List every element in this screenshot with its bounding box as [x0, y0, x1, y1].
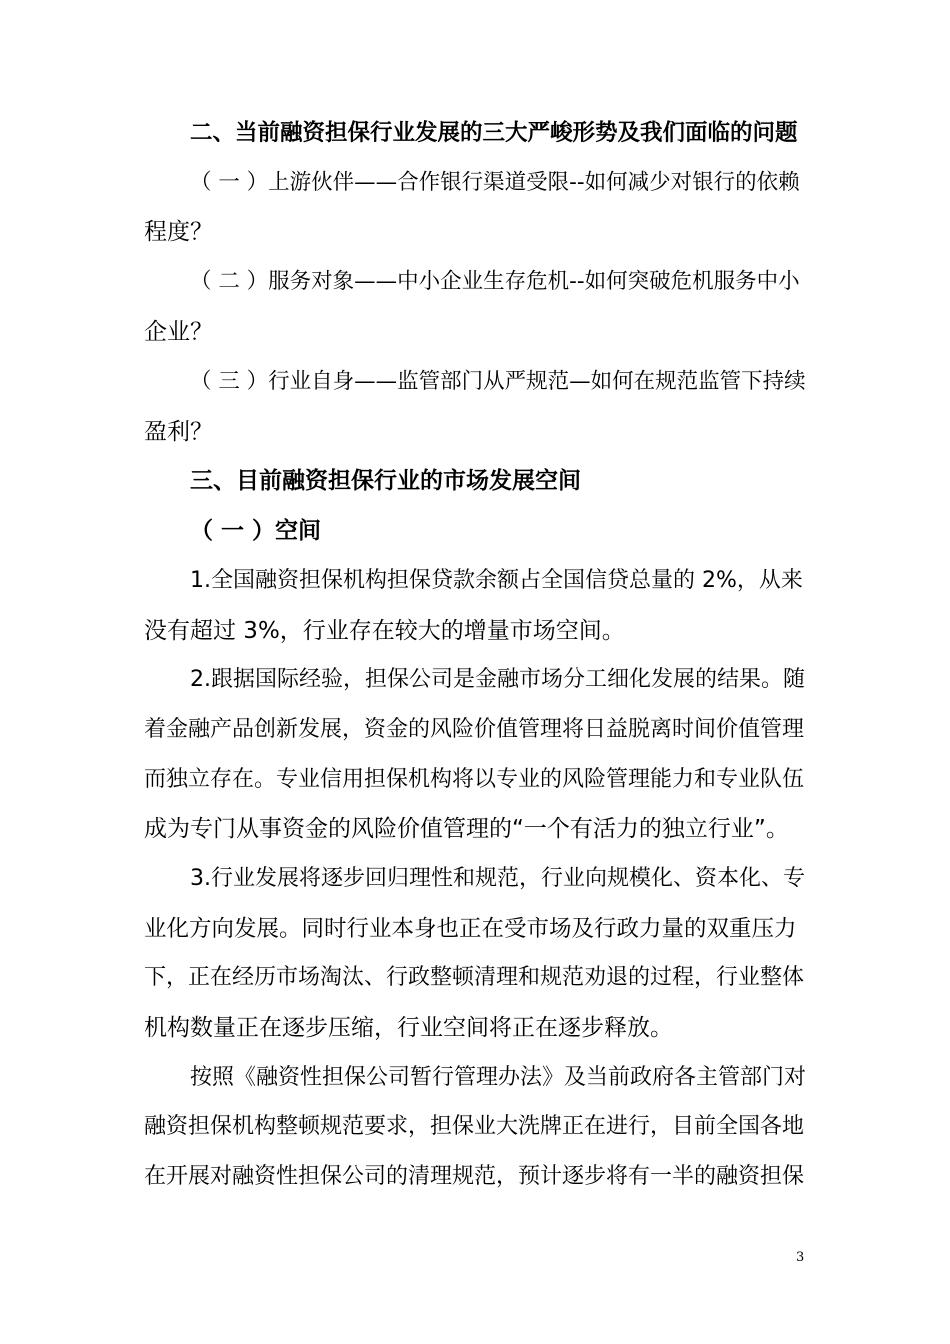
- paragraph-line: （ 一 ）上游伙伴——合作银行渠道受限--如何减少对银行的依赖: [190, 170, 800, 195]
- paragraph-line: 融资担保机构整顿规范要求，担保业大洗牌正在进行，目前全国各地: [144, 1114, 805, 1139]
- paragraph-line: 业化方向发展。同时行业本身也正在受市场及行政力量的双重压力: [144, 916, 797, 942]
- paragraph-line: 下，正在经历市场淘汰、行政整顿清理和规范劝退的过程，行业整体: [144, 965, 805, 990]
- paragraph-line: 机构数量正在逐步压缩，行业空间将正在逐步释放。: [144, 1015, 673, 1041]
- paragraph-line: 企业？: [144, 319, 213, 345]
- paragraph-line: 1.全国融资担保机构担保贷款余额占全国信贷总量的 2%，从来: [190, 568, 803, 593]
- paragraph-line: 盈利？: [144, 419, 213, 445]
- paragraph-line: （ 三 ）行业自身——监管部门从严规范—如何在规范监管下持续: [190, 369, 806, 394]
- section-heading-2: 二、当前融资担保行业发展的三大严峻形势及我们面临的问题: [190, 120, 798, 146]
- paragraph-line: 程度？: [144, 219, 213, 245]
- paragraph-line: 而独立存在。专业信用担保机构将以专业的风险管理能力和专业队伍: [144, 767, 805, 792]
- paragraph-line: 没有超过 3%，行业存在较大的增量市场空间。: [144, 618, 625, 644]
- paragraph-line: 按照《融资性担保公司暂行管理办法》及当前政府各主管部门对: [190, 1065, 807, 1090]
- paragraph-line: 在开展对融资性担保公司的清理规范，预计逐步将有一半的融资担保: [144, 1164, 805, 1189]
- section-heading-3: 三、目前融资担保行业的市场发展空间: [190, 468, 581, 494]
- paragraph-line: （ 二 ）服务对象——中小企业生存危机--如何突破危机服务中小: [190, 269, 800, 294]
- paragraph-line: 着金融产品创新发展，资金的风险价值管理将日益脱离时间价值管理: [144, 717, 805, 742]
- paragraph-line: 3.行业发展将逐步回归理性和规范，行业向规模化、资本化、专: [190, 866, 805, 891]
- subsection-heading: （ 一 ）空间: [190, 518, 322, 544]
- page-number: 3: [796, 1250, 805, 1265]
- paragraph-line: 2.跟据国际经验，担保公司是金融市场分工细化发展的结果。随: [190, 667, 805, 692]
- paragraph-line: 成为专门从事资金的风险价值管理的“一个有活力的独立行业”。: [144, 816, 789, 842]
